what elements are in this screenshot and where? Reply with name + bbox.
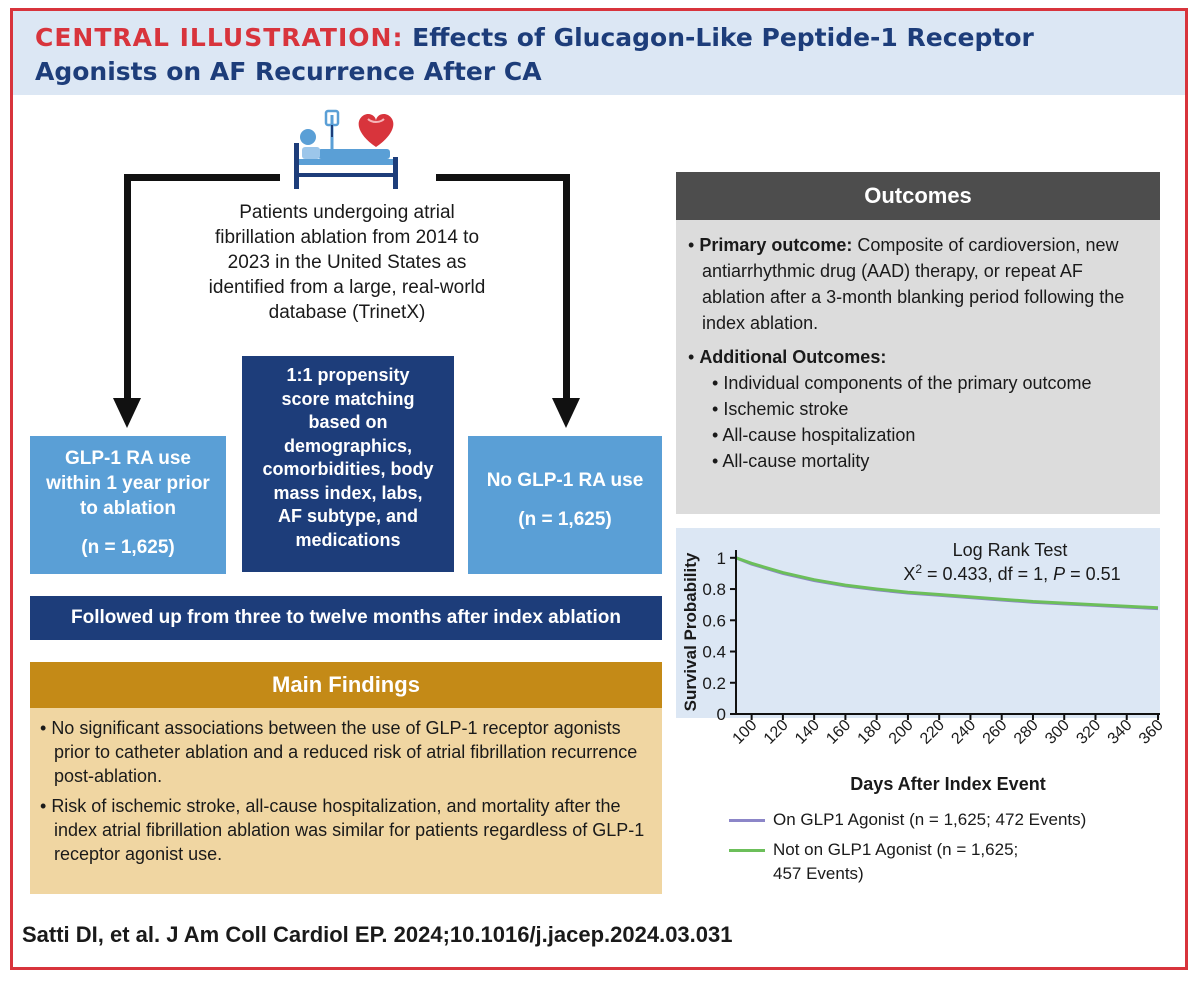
findings-title: Main Findings bbox=[30, 662, 662, 708]
glp1-group-line: to ablation bbox=[79, 498, 177, 519]
matching-line: 1:1 propensity bbox=[286, 365, 410, 385]
population-line: identified from a large, real-world bbox=[208, 277, 486, 298]
no-glp1-group-box bbox=[468, 436, 662, 574]
findings-body bbox=[30, 708, 662, 894]
left-arrow-horizontal bbox=[124, 174, 280, 181]
log-rank-title: Log Rank Test bbox=[952, 540, 1068, 560]
header-title-line-1: Effects of Glucagon-Like Peptide-1 Receptor bbox=[412, 23, 1034, 52]
no-glp1-group-count: (n = 1,625) bbox=[518, 509, 612, 530]
additional-outcome-item: • All-cause hospitalization bbox=[712, 425, 916, 445]
matching-line: based on bbox=[308, 412, 388, 432]
glp1-group-count: (n = 1,625) bbox=[81, 537, 175, 558]
followup-bar: Followed up from three to twelve months after index ablation bbox=[30, 596, 662, 640]
x-tick-label: 220 bbox=[917, 716, 949, 748]
header-title-line-2: Agonists on AF Recurrence After CA bbox=[35, 57, 542, 86]
outcomes-body bbox=[676, 220, 1160, 514]
x-tick-label: 120 bbox=[760, 716, 792, 748]
x-tick-label: 300 bbox=[1042, 716, 1074, 748]
right-arrow-horizontal bbox=[436, 174, 570, 181]
header bbox=[13, 11, 1185, 95]
x-tick-label: 360 bbox=[1135, 716, 1167, 748]
additional-outcomes: • Additional Outcomes: bbox=[688, 347, 887, 367]
outcomes-title: Outcomes bbox=[676, 172, 1160, 220]
legend-label: 457 Events) bbox=[773, 864, 864, 883]
primary-outcome-label: Primary outcome: bbox=[699, 235, 853, 255]
right-arrow-vertical bbox=[563, 174, 570, 400]
matching-line: AF subtype, and bbox=[277, 506, 418, 526]
finding-item: • Risk of ischemic stroke, all-cause hospitalization, and mortality after the index atrial fibrillation ablation was similar for patients regardless of GLP-1 receptor agonist use. bbox=[40, 796, 645, 864]
citation: Satti DI, et al. J Am Coll Cardiol EP. 2024;10.1016/j.jacep.2024.03.031 bbox=[22, 922, 733, 947]
y-axis-label: Survival Probability bbox=[681, 552, 700, 712]
matching-line: score matching bbox=[281, 388, 415, 409]
x-tick-label: 180 bbox=[854, 716, 886, 748]
additional-outcome-item: • All-cause mortality bbox=[712, 451, 870, 471]
left-arrow-vertical bbox=[124, 174, 131, 400]
legend-swatch bbox=[729, 849, 765, 852]
y-tick-label: 0.4 bbox=[702, 642, 726, 662]
additional-outcome-text: All-cause mortality bbox=[722, 451, 870, 471]
x-tick-label: 260 bbox=[979, 716, 1011, 748]
matching-line: mass index, labs, bbox=[273, 482, 423, 503]
x-tick-label: 320 bbox=[1073, 716, 1105, 748]
matching-line: medications bbox=[295, 529, 401, 550]
population-line: fibrillation ablation from 2014 to bbox=[214, 227, 480, 248]
header-line-1 bbox=[35, 21, 1163, 55]
survival-chart-svg bbox=[676, 528, 1167, 808]
population-description bbox=[172, 200, 522, 325]
patient-bed-icon bbox=[288, 107, 408, 193]
log-rank-stat-prefix: X bbox=[903, 564, 916, 584]
matching-line: comorbidities, body bbox=[262, 459, 434, 479]
x-tick-label: 100 bbox=[729, 716, 761, 748]
x-tick-label: 200 bbox=[885, 716, 917, 748]
y-tick-label: 0.8 bbox=[702, 580, 726, 600]
glp1-group-line: within 1 year prior bbox=[46, 473, 210, 494]
right-arrow-head bbox=[552, 398, 580, 428]
finding-text: Risk of ischemic stroke, all-cause hospitalization, and mortality after the index atrial fibrillation ablation was similar for patients regardless of GLP-1 receptor agonist use. bbox=[51, 796, 645, 864]
additional-outcome-item: • Ischemic stroke bbox=[712, 399, 849, 419]
left-arrow-head bbox=[113, 398, 141, 428]
log-rank-stat bbox=[903, 562, 1120, 584]
chart-legend bbox=[729, 808, 1169, 886]
x-tick-label: 280 bbox=[1010, 716, 1042, 748]
legend-swatch bbox=[729, 819, 765, 822]
header-label: CENTRAL ILLUSTRATION: bbox=[35, 23, 404, 52]
x-tick-label: 240 bbox=[948, 716, 980, 748]
primary-outcome: • Primary outcome: Composite of cardioversion, new antiarrhythmic drug (AAD) therapy, or repeat AF ablation after a 3-month blanking period following the index ablation. bbox=[688, 235, 1125, 333]
y-tick-label: 1 bbox=[716, 548, 726, 568]
population-line: 2023 in the United States as bbox=[227, 252, 467, 273]
legend-label: On GLP1 Agonist (n = 1,625; 472 Events) bbox=[773, 810, 1087, 829]
additional-outcome-text: Individual components of the primary outcome bbox=[723, 373, 1092, 393]
glp1-group-box bbox=[30, 436, 226, 574]
legend-item-on-glp1 bbox=[729, 808, 1169, 832]
no-glp1-group-line: No GLP-1 RA use bbox=[486, 470, 644, 491]
additional-outcome-text: Ischemic stroke bbox=[723, 399, 849, 419]
finding-item: • No significant associations between the use of GLP-1 receptor agonists prior to catheter ablation and a reduced risk of atrial fibrillation recurrence post-ablation. bbox=[40, 718, 638, 786]
x-tick-label: 140 bbox=[792, 716, 823, 748]
primary-outcome-text: Composite of cardioversion, new antiarrhythmic drug (AAD) therapy, or repeat AF ablation after a 3-month blanking period following the index ablation. bbox=[702, 235, 1125, 333]
log-rank-stat-rest: = 0.433, df = 1, bbox=[922, 564, 1054, 584]
x-tick-label: 160 bbox=[823, 716, 855, 748]
y-tick-label: 0 bbox=[716, 705, 726, 724]
x-axis-label: Days After Index Event bbox=[850, 774, 1046, 794]
population-line: database (TrinetX) bbox=[268, 302, 426, 323]
matching-line: demographics, bbox=[283, 435, 413, 456]
legend-item-not-on-glp1 bbox=[729, 838, 1169, 886]
legend-label: Not on GLP1 Agonist (n = 1,625; bbox=[773, 840, 1019, 859]
finding-text: No significant associations between the use of GLP-1 receptor agonists prior to catheter ablation and a reduced risk of atrial fibrillation recurrence post-ablation. bbox=[51, 718, 638, 786]
population-line: Patients undergoing atrial bbox=[239, 202, 455, 223]
log-rank-stat-sup: 2 bbox=[915, 562, 923, 576]
propensity-matching-box bbox=[242, 356, 454, 572]
x-tick-label: 340 bbox=[1104, 716, 1136, 748]
log-rank-p-rest: = 0.51 bbox=[1065, 564, 1121, 584]
additional-outcome-text: All-cause hospitalization bbox=[722, 425, 916, 445]
additional-outcome-item: • Individual components of the primary outcome bbox=[712, 373, 1092, 393]
y-tick-label: 0.6 bbox=[702, 611, 726, 631]
log-rank-p-label: P bbox=[1053, 564, 1066, 584]
glp1-group-line: GLP-1 RA use bbox=[65, 448, 191, 469]
y-tick-label: 0.2 bbox=[702, 673, 726, 693]
additional-outcomes-label: Additional Outcomes: bbox=[699, 347, 887, 367]
